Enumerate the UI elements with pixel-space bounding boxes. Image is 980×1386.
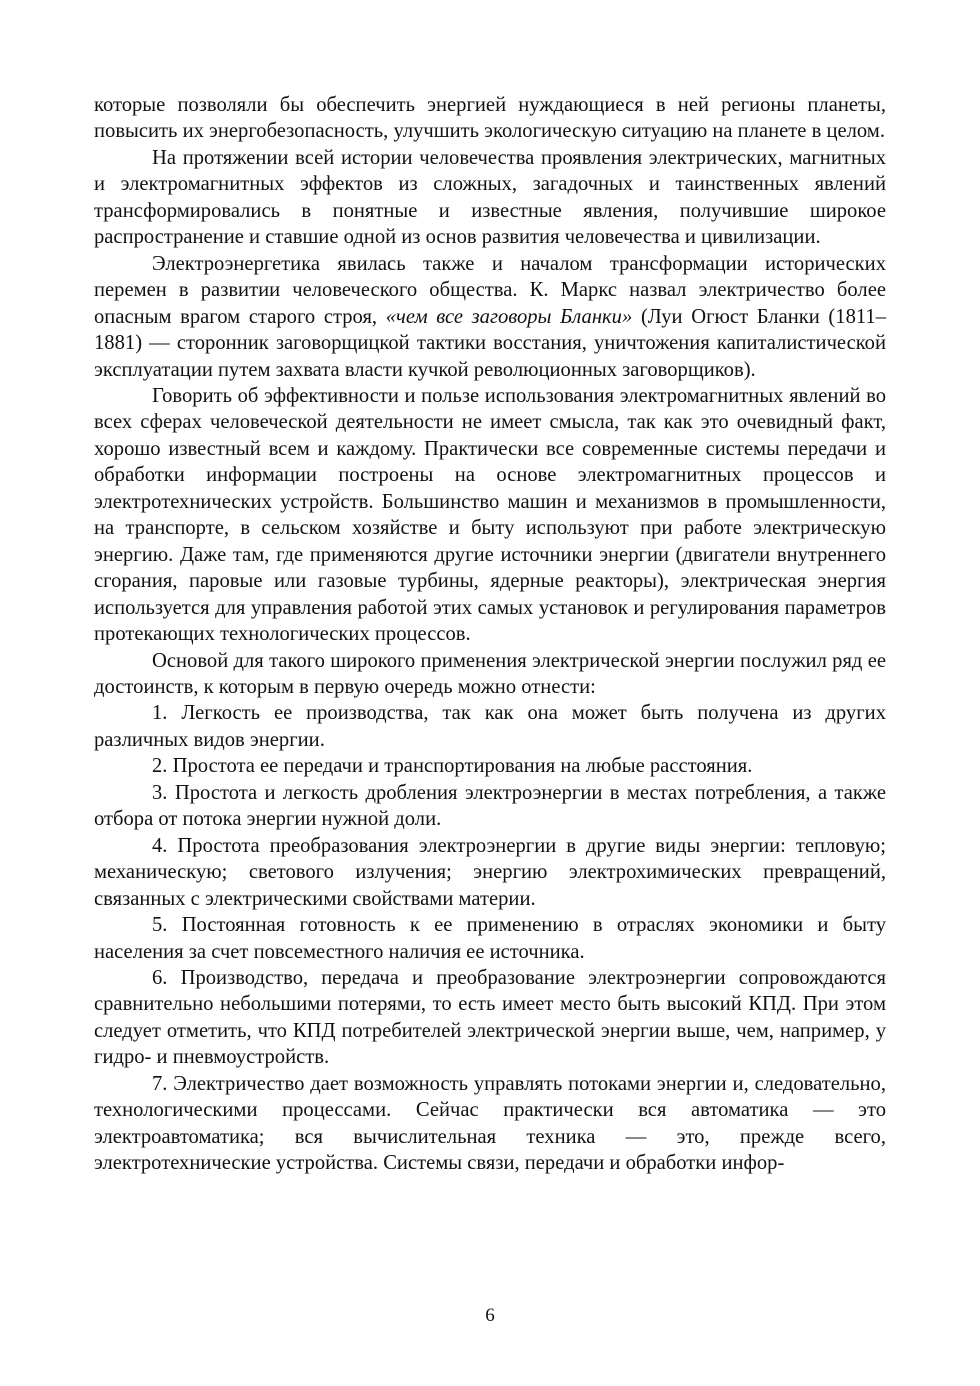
paragraph-marx-quote-text-after: (Луи Огюст Бланки (1811–1881) — сторонник заговорщицкой тактики восстания, уничтожения капиталистической эксплуатации путем захвата власти кучкой революционных заговорщиков). [94,305,886,381]
paragraph-continuation: которые позволяли бы обеспечить энергией нуждающиеся в ней регионы планеты, повысить их энергобезопасность, улучшить экологическую ситуацию на планете в целом. [94,94,886,143]
paragraph-marx-quote-italic: «чем все заговоры Бланки» [385,305,633,328]
list-item-5: 5. Постоянная готовность к ее применению в отраслях экономики и быту населения за счет повсеместного наличия ее источника. [94,914,886,963]
list-item-7: 7. Электричество дает возможность управлять потоками энергии и, следовательно, технологическими процессами. Сейчас практически вся автоматика — это электроавтоматика; вся вычислительная техника — это, прежде всего, электротехнические устройства. Системы связи, передачи и обработки инфор- [94,1072,886,1175]
list-item-2: 2. Простота ее передачи и транспортирования на любые расстояния. [152,755,753,778]
paragraph-marx-quote-text-before: Электроэнергетика явилась также и началом трансформации исторических перемен в развитии человеческого общества. К. Маркс назвал электричество более опасным врагом старого строя, [94,252,886,328]
paragraph-effectiveness: Говорить об эффективности и пользе использования электромагнитных явлений во всех сферах человеческой деятельности не имеет смысла, так как это очевидный факт, хорошо известный всем и каждому. Практически все современные системы передачи и обработки информации построены на основе электромагнитных процессов и электротехнических устройств. Большинство машин и механизмов в промышленности, на транспорте, в сельском хозяйстве и быту используют при работе электрическую энергию. Даже там, где применяются другие источники энергии (двигатели внутреннего сгорания, паровые или газовые турбины, ядерные реакторы), электрическая энергия используется для управления работой этих самых установок и регулирования параметров протекающих технологических процессов. [94,384,886,646]
paragraph-advantages-intro: Основой для такого широкого применения электрической энергии послужил ряд ее достоинств, к которым в первую очередь можно отнести: [94,649,886,698]
document-page [94,92,886,1177]
page-number: 6 [485,1305,495,1326]
list-item-1: 1. Легкость ее производства, так как она может быть получена из других различных видов энергии. [94,702,886,751]
paragraph-history: На протяжении всей истории человечества проявления электрических, магнитных и электромагнитных эффектов из сложных, загадочных и таинственных явлений трансформировались в понятные и известные явления, получившие широкое распространение и ставшие одной из основ развития человечества и цивилизации. [94,146,886,249]
list-item-4: 4. Простота преобразования электроэнергии в другие виды энергии: тепловую; механическую; светового излучения; энергию электрохимических превращений, связанных с электрическими свойствами материи. [94,834,886,910]
list-item-3: 3. Простота и легкость дробления электроэнергии в местах потребления, а также отбора от потока энергии нужной доли. [94,781,886,831]
paragraph-marx-quote [94,251,886,383]
list-item-6: 6. Производство, передача и преобразование электроэнергии сопровождаются сравнительно небольшими потерями, то есть имеет место быть высокий КПД. При этом следует отметить, что КПД потребителей электрической энергии выше, чем, например, у гидро- и пневмоустройств. [94,966,886,1069]
